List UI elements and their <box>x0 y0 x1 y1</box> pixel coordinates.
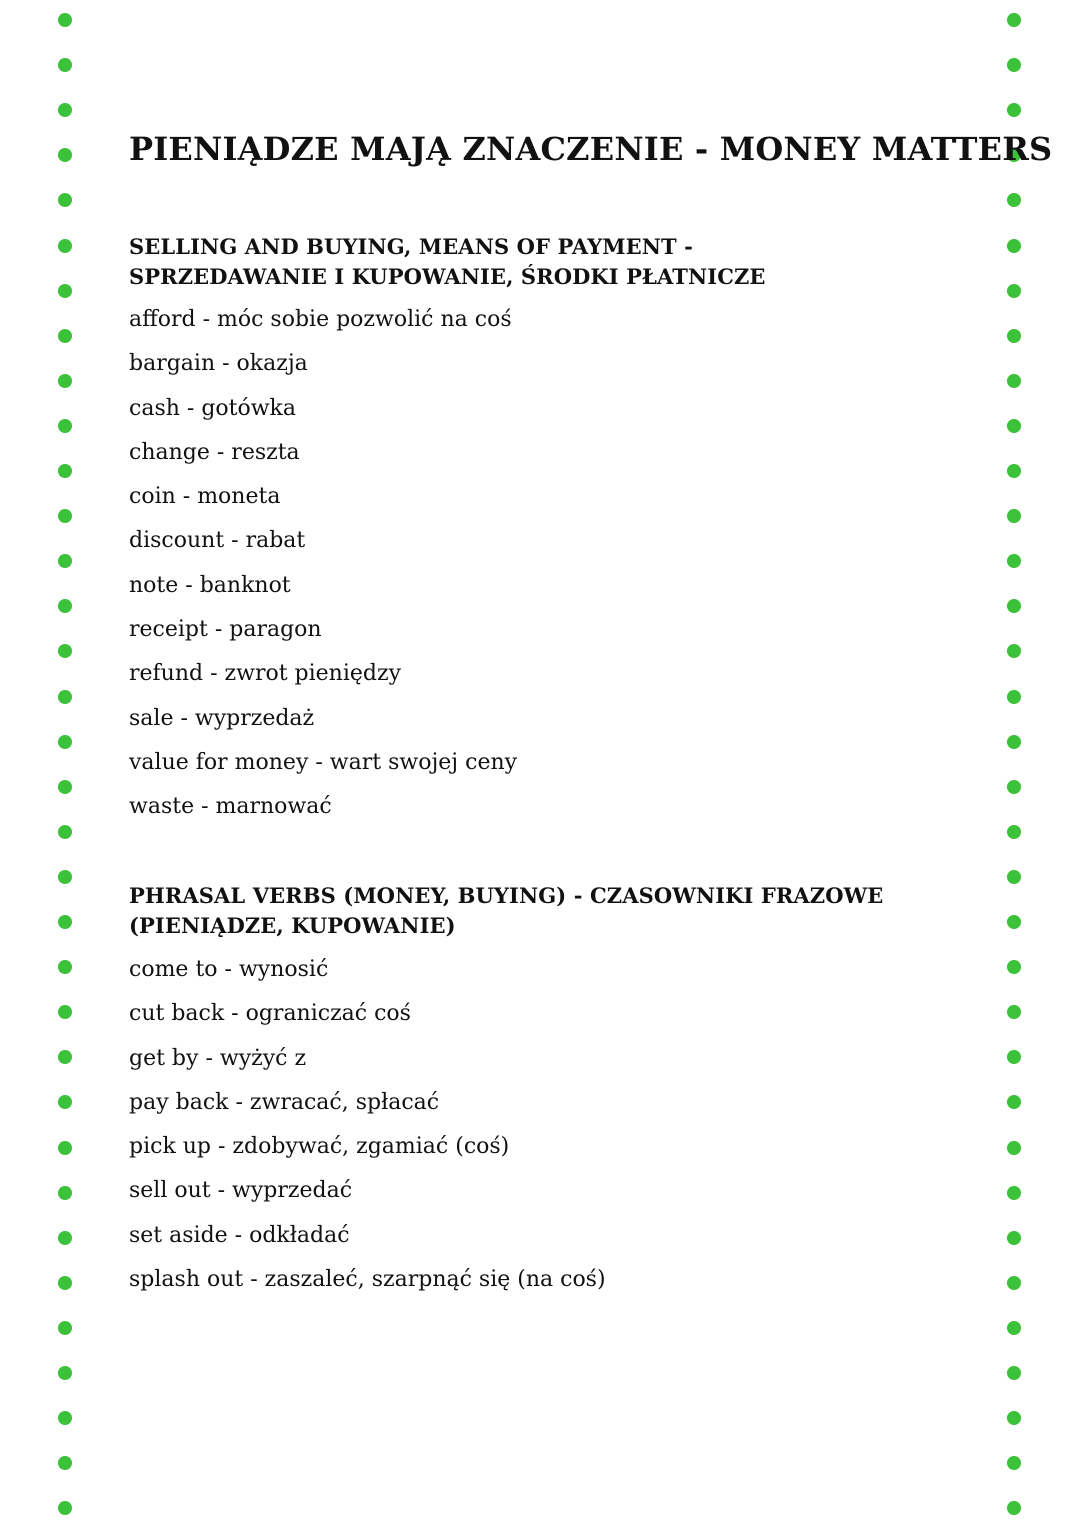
border-dot <box>58 1366 72 1380</box>
border-dot <box>58 193 72 207</box>
border-dot <box>58 148 72 162</box>
border-dot <box>1007 825 1021 839</box>
border-dot <box>1007 870 1021 884</box>
border-dot <box>1007 193 1021 207</box>
border-dot <box>1007 1456 1021 1470</box>
border-dot <box>1007 915 1021 929</box>
border-dot <box>58 599 72 613</box>
border-dot <box>58 13 72 27</box>
border-dot <box>1007 1366 1021 1380</box>
border-dot <box>58 735 72 749</box>
border-dot <box>1007 464 1021 478</box>
border-dot <box>1007 1321 1021 1335</box>
vocab-item: cut back - ograniczać coś <box>129 1001 411 1027</box>
left-dot-border <box>58 0 72 1527</box>
border-dot <box>58 825 72 839</box>
page-title: PIENIĄDZE MAJĄ ZNACZENIE - MONEY MATTERS <box>129 130 1053 168</box>
border-dot <box>58 1231 72 1245</box>
border-dot <box>58 329 72 343</box>
border-dot <box>58 690 72 704</box>
vocab-item: bargain - okazja <box>129 351 308 377</box>
border-dot <box>58 239 72 253</box>
vocab-item: get by - wyżyć z <box>129 1045 307 1071</box>
border-dot <box>1007 690 1021 704</box>
border-dot <box>1007 599 1021 613</box>
border-dot <box>58 103 72 117</box>
border-dot <box>1007 509 1021 523</box>
border-dot <box>1007 644 1021 658</box>
border-dot <box>1007 1186 1021 1200</box>
border-dot <box>1007 1141 1021 1155</box>
border-dot <box>58 554 72 568</box>
border-dot <box>58 1186 72 1200</box>
border-dot <box>1007 58 1021 72</box>
border-dot <box>1007 419 1021 433</box>
border-dot <box>1007 103 1021 117</box>
border-dot <box>1007 960 1021 974</box>
border-dot <box>1007 239 1021 253</box>
border-dot <box>1007 735 1021 749</box>
border-dot <box>1007 329 1021 343</box>
vocab-item: set aside - odkładać <box>129 1222 350 1248</box>
border-dot <box>1007 1095 1021 1109</box>
border-dot <box>58 284 72 298</box>
vocab-list-phrasal-verbs <box>129 955 606 1309</box>
border-dot <box>1007 284 1021 298</box>
vocab-item: discount - rabat <box>129 528 306 554</box>
border-dot <box>58 1501 72 1515</box>
vocab-item: note - banknot <box>129 572 291 598</box>
border-dot <box>58 1141 72 1155</box>
border-dot <box>1007 1411 1021 1425</box>
vocab-item: splash out - zaszaleć, szarpnąć się (na coś) <box>129 1267 606 1293</box>
border-dot <box>1007 554 1021 568</box>
vocab-item: refund - zwrot pieniędzy <box>129 661 402 687</box>
vocab-item: afford - móc sobie pozwolić na coś <box>129 307 512 332</box>
border-dot <box>1007 374 1021 388</box>
vocab-item: change - reszta <box>129 439 300 465</box>
border-dot <box>58 1050 72 1064</box>
border-dot <box>58 1005 72 1019</box>
border-dot <box>58 780 72 794</box>
border-dot <box>1007 1050 1021 1064</box>
section-heading-buying: SELLING AND BUYING, MEANS OF PAYMENT - SPRZEDAWANIE I KUPOWANIE, ŚRODKI PŁATNICZE <box>129 234 766 289</box>
vocab-item: pay back - zwracać, spłacać <box>129 1089 440 1115</box>
border-dot <box>58 464 72 478</box>
section-heading-phrasal-verbs: PHRASAL VERBS (MONEY, BUYING) - CZASOWNIKI FRAZOWE (PIENIĄDZE, KUPOWANIE) <box>129 883 884 938</box>
border-dot <box>58 870 72 884</box>
vocab-item: sale - wyprzedaż <box>129 705 315 731</box>
border-dot <box>58 509 72 523</box>
vocab-item: coin - moneta <box>129 484 281 510</box>
right-dot-border <box>1007 0 1021 1527</box>
vocab-item: value for money - wart swojej ceny <box>129 749 518 775</box>
vocab-item: waste - marnować <box>129 794 332 820</box>
border-dot <box>58 1276 72 1290</box>
border-dot <box>58 1456 72 1470</box>
border-dot <box>58 644 72 658</box>
vocab-item: receipt - paragon <box>129 617 322 643</box>
border-dot <box>1007 780 1021 794</box>
border-dot <box>58 960 72 974</box>
border-dot <box>1007 1501 1021 1515</box>
vocab-list-buying <box>129 305 517 837</box>
border-dot <box>58 1411 72 1425</box>
border-dot <box>1007 1231 1021 1245</box>
border-dot <box>1007 1005 1021 1019</box>
border-dot <box>58 1321 72 1335</box>
border-dot <box>58 1095 72 1109</box>
border-dot <box>1007 13 1021 27</box>
border-dot <box>58 419 72 433</box>
vocab-item: pick up - zdobywać, zgamiać (coś) <box>129 1134 510 1160</box>
border-dot <box>58 374 72 388</box>
vocab-item: come to - wynosić <box>129 957 329 982</box>
vocab-item: cash - gotówka <box>129 395 297 421</box>
vocab-item: sell out - wyprzedać <box>129 1178 353 1204</box>
border-dot <box>58 58 72 72</box>
border-dot <box>1007 1276 1021 1290</box>
border-dot <box>58 915 72 929</box>
